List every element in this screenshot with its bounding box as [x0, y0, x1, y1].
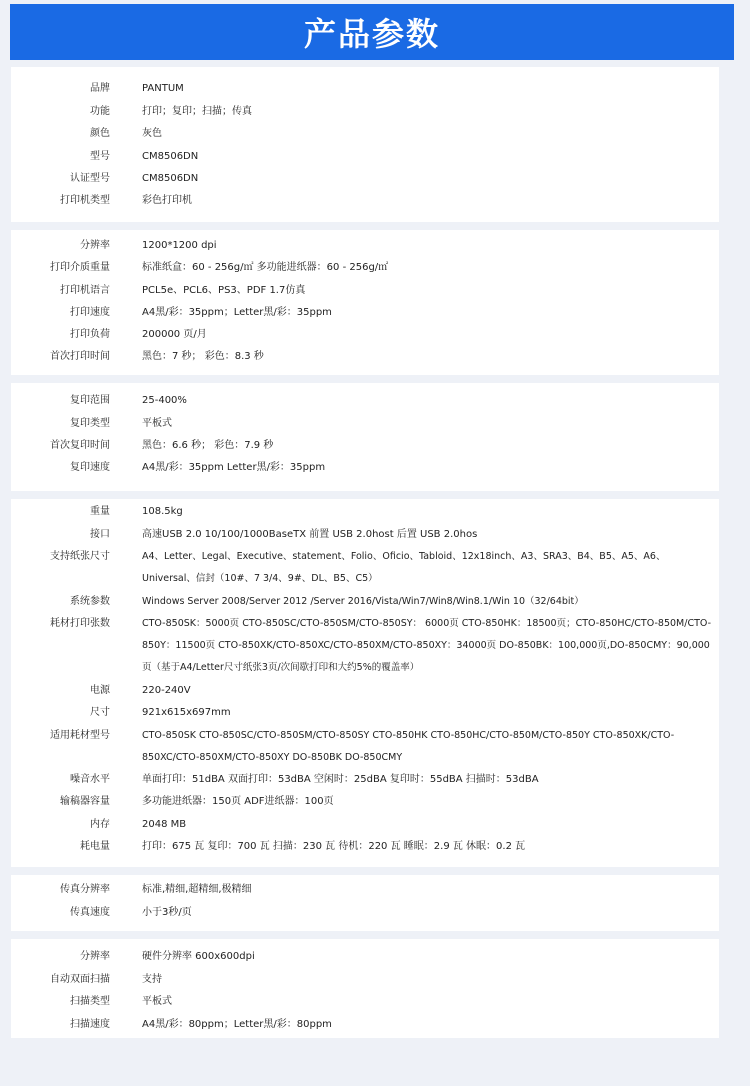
spec-label: 自动双面扫描 [50, 974, 110, 985]
page-title: 产品参数 [303, 15, 440, 53]
spec-label: 打印负荷 [70, 329, 110, 340]
spec-label: 噪音水平 [70, 774, 110, 785]
spec-label: 扫描类型 [70, 996, 110, 1007]
spec-value: 单面打印：51dBA 双面打印：53dBA 空闲时：25dBA 复印时：55dBA 扫描时：53dBA [142, 774, 539, 785]
spec-value: CM8506DN [142, 173, 199, 184]
spec-label: 适用耗材型号 [50, 730, 110, 741]
spec-label: 内存 [90, 819, 110, 830]
spec-label: 打印机语言 [60, 285, 110, 296]
spec-label: 支持纸张尺寸 [50, 551, 110, 562]
spec-label: 输稿器容量 [60, 796, 110, 807]
spec-label: 复印速度 [70, 462, 110, 473]
spec-value: 2048 MB [142, 819, 187, 830]
spec-label: 电源 [90, 685, 110, 696]
spec-value: 25-400% [142, 395, 187, 406]
spec-label: 传真速度 [70, 907, 110, 918]
spec-value: 平板式 [142, 996, 172, 1007]
spec-value: 108.5kg [142, 506, 183, 517]
spec-value: CTO-850SK：5000页 CTO-850SC/CTO-850SM/CTO-850SY： 6000页 CTO-850HK：18500页；CTO-850HC/CTO-850M/CTO-850Y：11500页 CTO-850XK/CTO-850XC/CTO-850XM/CTO-850XY：34000页 DO-850BK：100,000页,DO-850CMY：90,000页（基于A4/Letter尺寸纸张3页/次间歇打印和大约5%的覆盖率） [142, 618, 712, 673]
spec-value: 打印：675 瓦 复印：700 瓦 扫描：230 瓦 待机：220 瓦 睡眠：2.9 瓦 休眠：0.2 瓦 [142, 841, 526, 852]
spec-value: 220-240V [142, 685, 191, 696]
spec-label: 传真分辨率 [60, 884, 110, 895]
spec-value: 高速USB 2.0 10/100/1000BaseTX 前置 USB 2.0host 后置 USB 2.0hos [142, 529, 478, 540]
spec-label: 型号 [90, 151, 110, 162]
spec-label: 复印类型 [70, 418, 110, 429]
spec-label: 打印介质重量 [50, 262, 110, 273]
spec-value: 200000 页/月 [142, 329, 207, 340]
spec-value: 1200*1200 dpi [142, 240, 217, 251]
section-basic [11, 67, 719, 222]
spec-label: 耗电量 [80, 841, 110, 852]
spec-value: 921x615x697mm [142, 707, 231, 718]
spec-label: 品牌 [90, 83, 110, 94]
spec-label: 颜色 [90, 128, 110, 139]
spec-value: 黑色：6.6 秒； 彩色：7.9 秒 [142, 440, 274, 451]
spec-label: 打印机类型 [60, 195, 110, 206]
spec-label: 系统参数 [70, 596, 110, 607]
spec-label: 重量 [90, 506, 110, 517]
spec-label: 复印范围 [70, 395, 110, 406]
spec-label: 耗材打印张数 [50, 618, 110, 629]
spec-value: 黑色：7 秒； 彩色：8.3 秒 [142, 351, 264, 362]
spec-label: 分辨率 [80, 951, 110, 962]
spec-value: 打印；复印；扫描；传真 [142, 106, 252, 117]
spec-value: CM8506DN [142, 151, 199, 162]
spec-label: 尺寸 [90, 707, 110, 718]
spec-value: 标准,精细,超精细,极精细 [142, 884, 252, 895]
spec-value: 彩色打印机 [142, 195, 192, 206]
spec-label: 接口 [90, 529, 110, 540]
spec-value: 平板式 [142, 418, 172, 429]
spec-value: A4黑/彩：35ppm Letter黑/彩：35ppm [142, 462, 326, 473]
spec-value: 小于3秒/页 [142, 907, 192, 918]
spec-label: 分辨率 [80, 240, 110, 251]
section-scan [11, 939, 719, 1038]
page-header [10, 4, 734, 60]
spec-label: 扫描速度 [70, 1019, 110, 1030]
spec-value: A4黑/彩：80ppm；Letter黑/彩：80ppm [142, 1019, 332, 1030]
section-copy [11, 383, 719, 491]
spec-label: 首次复印时间 [50, 440, 110, 451]
spec-value: CTO-850SK CTO-850SC/CTO-850SM/CTO-850SY CTO-850HK CTO-850HC/CTO-850M/CTO-850Y CTO-850XK/CTO-850XC/CTO-850XM/CTO-850XY DO-850BK DO-850CMY [142, 730, 675, 763]
spec-value: 多功能进纸器：150页 ADF进纸器：100页 [142, 796, 334, 807]
spec-value: 标准纸盒：60 - 256g/㎡ 多功能进纸器：60 - 256g/㎡ [142, 262, 389, 273]
spec-value: A4黑/彩：35ppm；Letter黑/彩：35ppm [142, 307, 332, 318]
spec-value: 硬件分辨率 600x600dpi [142, 951, 255, 962]
spec-value: A4、Letter、Legal、Executive、statement、Folio、Oficio、Tabloid、12x18inch、A3、SRA3、B4、B5、A5、A6、Universal、信封（10#、7 3/4、9#、DL、B5、C5） [142, 551, 666, 584]
spec-label: 首次打印时间 [50, 351, 110, 362]
spec-value: Windows Server 2008/Server 2012 /Server 2016/Vista/Win7/Win8/Win8.1/Win 10（32/64bit） [142, 596, 584, 607]
spec-value: 支持 [142, 974, 162, 985]
spec-label: 打印速度 [70, 307, 110, 318]
section-print [11, 230, 719, 375]
spec-label: 认证型号 [70, 173, 110, 184]
section-fax [11, 875, 719, 931]
section-general [11, 499, 719, 867]
spec-value: 灰色 [142, 128, 162, 139]
spec-label: 功能 [90, 106, 110, 117]
spec-value: PCL5e、PCL6、PS3、PDF 1.7仿真 [142, 285, 306, 296]
spec-value: PANTUM [142, 83, 184, 94]
